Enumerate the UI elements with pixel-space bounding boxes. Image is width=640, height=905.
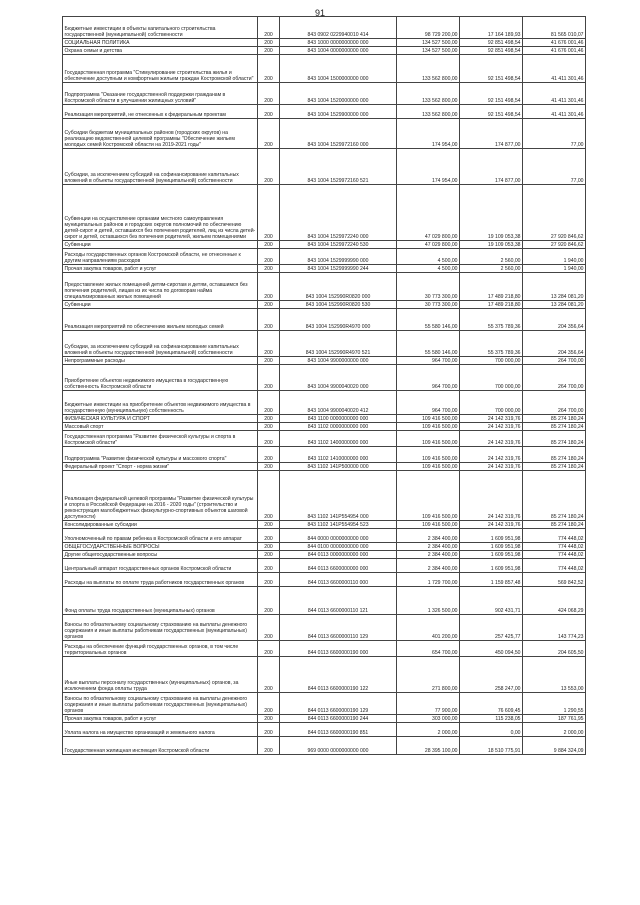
- row-kbk-cell: 843 1004 1520000000 000: [280, 83, 397, 105]
- row-kbk-cell: 843 1004 1529972240 000: [280, 185, 397, 241]
- row-approved-cell: 654 700,00: [397, 641, 460, 657]
- row-name-cell: Расходы на выплаты по оплате труда работников государственных органов: [63, 573, 258, 587]
- row-approved-cell: 109 416 500,00: [397, 415, 460, 423]
- row-executed-cell: 24 142 319,76: [460, 521, 523, 529]
- row-name-cell: Фонд оплаты труда государственных (муниципальных) органов: [63, 587, 258, 615]
- table-row: [63, 273, 586, 301]
- row-code-cell: 200: [258, 301, 280, 309]
- row-executed-cell: 1 609 951,98: [460, 529, 523, 543]
- row-code-cell: 200: [258, 365, 280, 391]
- table-row: [63, 17, 586, 39]
- row-executed-cell: 700 000,00: [460, 391, 523, 415]
- row-executed-cell: 17 489 218,80: [460, 273, 523, 301]
- table-row: [63, 357, 586, 365]
- row-name-cell: Прочая закупка товаров, работ и услуг: [63, 265, 258, 273]
- row-name-cell: Реализация федеральной целевой программы "Развитие физической культуры и спорта в Российской Федерации на 2016 - 2020 годы" (строительство и реконструкция малобюджетных физкультурно-спортивных объектов шаговой доступности): [63, 471, 258, 521]
- row-kbk-cell: 844 0113 0000000000 000: [280, 551, 397, 559]
- row-approved-cell: 47 029 800,00: [397, 241, 460, 249]
- row-remaining-cell: 774 448,02: [523, 543, 586, 551]
- row-approved-cell: 134 527 500,00: [397, 47, 460, 55]
- row-remaining-cell: 85 274 180,24: [523, 521, 586, 529]
- table-row: [63, 529, 586, 543]
- row-kbk-cell: 844 0000 0000000000 000: [280, 529, 397, 543]
- row-name-cell: Бюджетные инвестиции в объекты капитального строительства государственной (муниципальной) собственности: [63, 17, 258, 39]
- row-remaining-cell: 264 700,00: [523, 357, 586, 365]
- row-remaining-cell: 204 356,64: [523, 331, 586, 357]
- row-kbk-cell: 843 1004 9900000000 000: [280, 357, 397, 365]
- row-name-cell: Уплата налога на имущество организаций и земельного налога: [63, 723, 258, 737]
- row-kbk-cell: 843 1004 152990R4970 521: [280, 331, 397, 357]
- row-approved-cell: 271 800,00: [397, 657, 460, 693]
- row-approved-cell: 98 729 200,00: [397, 17, 460, 39]
- row-executed-cell: 1 609 951,98: [460, 551, 523, 559]
- row-approved-cell: 2 384 400,00: [397, 559, 460, 573]
- table-row: [63, 241, 586, 249]
- row-executed-cell: 700 000,00: [460, 357, 523, 365]
- row-name-cell: Государственная программа "Развитие физической культуры и спорта в Костромской области": [63, 431, 258, 447]
- row-kbk-cell: 843 1102 141P554954 000: [280, 471, 397, 521]
- row-remaining-cell: 1 940,00: [523, 249, 586, 265]
- row-kbk-cell: 844 0113 6600000190 244: [280, 715, 397, 723]
- row-executed-cell: 2 560,00: [460, 265, 523, 273]
- row-code-cell: 200: [258, 249, 280, 265]
- table-row: [63, 55, 586, 83]
- row-remaining-cell: 85 274 180,24: [523, 471, 586, 521]
- row-kbk-cell: 843 1004 1529972160 000: [280, 119, 397, 149]
- budget-report-sheet: [62, 16, 585, 876]
- row-executed-cell: 24 142 319,76: [460, 423, 523, 431]
- row-kbk-cell: 843 1004 152990R0820 000: [280, 273, 397, 301]
- row-remaining-cell: 13 284 081,20: [523, 273, 586, 301]
- table-row: [63, 391, 586, 415]
- table-body: [63, 17, 586, 755]
- row-remaining-cell: 27 920 846,62: [523, 185, 586, 241]
- row-executed-cell: 17 164 189,93: [460, 17, 523, 39]
- row-code-cell: 200: [258, 265, 280, 273]
- row-approved-cell: 964 700,00: [397, 357, 460, 365]
- row-approved-cell: 109 416 500,00: [397, 463, 460, 471]
- row-approved-cell: 55 580 146,00: [397, 331, 460, 357]
- row-name-cell: ОБЩЕГОСУДАРСТВЕННЫЕ ВОПРОСЫ: [63, 543, 258, 551]
- table-row: [63, 737, 586, 755]
- table-row: [63, 715, 586, 723]
- row-kbk-cell: 843 1004 1529972240 530: [280, 241, 397, 249]
- row-code-cell: 200: [258, 55, 280, 83]
- row-remaining-cell: 77,00: [523, 119, 586, 149]
- row-kbk-cell: 843 1004 1529999990 000: [280, 249, 397, 265]
- row-code-cell: 200: [258, 447, 280, 463]
- table-row: [63, 463, 586, 471]
- row-remaining-cell: 27 920 846,62: [523, 241, 586, 249]
- row-executed-cell: 24 142 319,76: [460, 447, 523, 463]
- table-row: [63, 521, 586, 529]
- table-row: [63, 365, 586, 391]
- row-kbk-cell: 843 1000 0000000000 000: [280, 39, 397, 47]
- row-name-cell: ФИЗИЧЕСКАЯ КУЛЬТУРА И СПОРТ: [63, 415, 258, 423]
- row-name-cell: Консолидированные субсидии: [63, 521, 258, 529]
- row-remaining-cell: 41 411 301,46: [523, 55, 586, 83]
- row-name-cell: Взносы по обязательному социальному страхованию на выплаты денежного содержания и иные выплаты работникам государственных (муниципальных) органов: [63, 693, 258, 715]
- row-name-cell: СОЦИАЛЬНАЯ ПОЛИТИКА: [63, 39, 258, 47]
- row-kbk-cell: 843 0902 0229940010 414: [280, 17, 397, 39]
- row-executed-cell: 2 560,00: [460, 249, 523, 265]
- row-approved-cell: 2 384 400,00: [397, 551, 460, 559]
- table-row: [63, 149, 586, 185]
- table-row: [63, 559, 586, 573]
- table-row: [63, 423, 586, 431]
- row-code-cell: 200: [258, 615, 280, 641]
- row-remaining-cell: 1 290,55: [523, 693, 586, 715]
- table-row: [63, 573, 586, 587]
- row-executed-cell: 92 151 498,54: [460, 105, 523, 119]
- table-row: [63, 185, 586, 241]
- row-approved-cell: 30 773 300,00: [397, 273, 460, 301]
- table-row: [63, 265, 586, 273]
- row-remaining-cell: 41 411 301,46: [523, 105, 586, 119]
- table-row: [63, 83, 586, 105]
- row-remaining-cell: 187 761,95: [523, 715, 586, 723]
- row-approved-cell: 133 562 800,00: [397, 105, 460, 119]
- row-code-cell: 200: [258, 17, 280, 39]
- row-name-cell: Предоставление жилых помещений детям-сиротам и детям, оставшимся без попечения родителей, лицам из их числа по договорам найма специализированных жилых помещений: [63, 273, 258, 301]
- table-row: [63, 105, 586, 119]
- row-code-cell: 200: [258, 105, 280, 119]
- row-approved-cell: 1 729 700,00: [397, 573, 460, 587]
- row-approved-cell: 109 416 500,00: [397, 521, 460, 529]
- row-executed-cell: 450 094,50: [460, 641, 523, 657]
- row-remaining-cell: 85 274 180,24: [523, 423, 586, 431]
- row-code-cell: 200: [258, 529, 280, 543]
- row-remaining-cell: 41 676 001,46: [523, 39, 586, 47]
- row-executed-cell: 18 510 775,91: [460, 737, 523, 755]
- table-row: [63, 551, 586, 559]
- row-executed-cell: 92 151 498,54: [460, 55, 523, 83]
- row-kbk-cell: 843 1004 1529900000 000: [280, 105, 397, 119]
- row-approved-cell: 30 773 300,00: [397, 301, 460, 309]
- row-code-cell: 200: [258, 119, 280, 149]
- row-executed-cell: 258 247,00: [460, 657, 523, 693]
- row-approved-cell: 401 200,00: [397, 615, 460, 641]
- row-code-cell: 200: [258, 521, 280, 529]
- table-row: [63, 657, 586, 693]
- row-approved-cell: 133 562 800,00: [397, 55, 460, 83]
- row-code-cell: 200: [258, 423, 280, 431]
- row-executed-cell: 24 142 319,76: [460, 431, 523, 447]
- row-kbk-cell: 843 1004 1529972160 521: [280, 149, 397, 185]
- row-executed-cell: 92 151 498,54: [460, 83, 523, 105]
- row-approved-cell: 2 384 400,00: [397, 543, 460, 551]
- row-remaining-cell: 264 700,00: [523, 391, 586, 415]
- table-row: [63, 415, 586, 423]
- row-name-cell: Уполномоченный по правам ребенка в Костромской области и его аппарат: [63, 529, 258, 543]
- row-approved-cell: 109 416 500,00: [397, 447, 460, 463]
- row-code-cell: 200: [258, 273, 280, 301]
- row-executed-cell: 174 877,00: [460, 119, 523, 149]
- row-approved-cell: 2 000,00: [397, 723, 460, 737]
- row-name-cell: Расходы на обеспечение функций государственных органов, в том числе территориальных органов: [63, 641, 258, 657]
- row-name-cell: Охрана семьи и детства: [63, 47, 258, 55]
- table-row: [63, 119, 586, 149]
- row-kbk-cell: 843 1004 0000000000 000: [280, 47, 397, 55]
- row-kbk-cell: 844 0113 6600000000 000: [280, 559, 397, 573]
- row-approved-cell: 4 500,00: [397, 249, 460, 265]
- row-approved-cell: 1 326 500,00: [397, 587, 460, 615]
- row-code-cell: 200: [258, 573, 280, 587]
- row-code-cell: 200: [258, 83, 280, 105]
- row-name-cell: Подпрограмма "Оказание государственной поддержки гражданам в Костромской области в улучшении жилищных условий": [63, 83, 258, 105]
- row-kbk-cell: 844 0113 6600000190 129: [280, 693, 397, 715]
- row-code-cell: 200: [258, 415, 280, 423]
- table-row: [63, 39, 586, 47]
- table-row: [63, 723, 586, 737]
- row-approved-cell: 4 500,00: [397, 265, 460, 273]
- row-code-cell: 200: [258, 543, 280, 551]
- table-row: [63, 641, 586, 657]
- row-name-cell: Субвенции: [63, 241, 258, 249]
- row-kbk-cell: 843 1102 141P500000 000: [280, 463, 397, 471]
- row-code-cell: 200: [258, 737, 280, 755]
- row-approved-cell: 2 384 400,00: [397, 529, 460, 543]
- row-executed-cell: 24 142 319,76: [460, 471, 523, 521]
- row-remaining-cell: 13 553,00: [523, 657, 586, 693]
- row-approved-cell: 964 700,00: [397, 391, 460, 415]
- row-remaining-cell: 2 000,00: [523, 723, 586, 737]
- row-remaining-cell: 85 274 180,24: [523, 447, 586, 463]
- row-remaining-cell: 81 565 010,07: [523, 17, 586, 39]
- row-executed-cell: 19 109 053,38: [460, 241, 523, 249]
- row-remaining-cell: 85 274 180,24: [523, 463, 586, 471]
- row-approved-cell: 47 029 800,00: [397, 185, 460, 241]
- row-executed-cell: 0,00: [460, 723, 523, 737]
- row-kbk-cell: 969 0000 0000000000 000: [280, 737, 397, 755]
- table-row: [63, 471, 586, 521]
- row-approved-cell: 77 900,00: [397, 693, 460, 715]
- row-name-cell: Центральный аппарат государственных органов Костромской области: [63, 559, 258, 573]
- row-remaining-cell: 569 842,52: [523, 573, 586, 587]
- table-row: [63, 587, 586, 615]
- row-name-cell: Государственная жилищная инспекция Костромской области: [63, 737, 258, 755]
- row-approved-cell: 174 954,00: [397, 149, 460, 185]
- row-approved-cell: 174 954,00: [397, 119, 460, 149]
- row-executed-cell: 19 109 053,38: [460, 185, 523, 241]
- row-executed-cell: 1 609 951,98: [460, 543, 523, 551]
- table-row: [63, 431, 586, 447]
- row-code-cell: 200: [258, 657, 280, 693]
- row-name-cell: Прочая закупка товаров, работ и услуг: [63, 715, 258, 723]
- row-executed-cell: 1 609 951,98: [460, 559, 523, 573]
- row-name-cell: Другие общегосударственные вопросы: [63, 551, 258, 559]
- row-remaining-cell: 424 068,29: [523, 587, 586, 615]
- row-approved-cell: 109 416 500,00: [397, 431, 460, 447]
- row-executed-cell: 700 000,00: [460, 365, 523, 391]
- row-kbk-cell: 844 0113 6600000190 122: [280, 657, 397, 693]
- row-name-cell: Иные выплаты персоналу государственных (муниципальных) органов, за исключением фонда оплаты труда: [63, 657, 258, 693]
- row-approved-cell: 964 700,00: [397, 365, 460, 391]
- row-executed-cell: 902 431,71: [460, 587, 523, 615]
- budget-execution-table: [62, 16, 586, 755]
- row-name-cell: Бюджетные инвестиции на приобретение объектов недвижимого имущества в государственную (муниципальную) собственность: [63, 391, 258, 415]
- row-name-cell: Реализация мероприятий, не отнесенных к федеральным проектам: [63, 105, 258, 119]
- row-remaining-cell: 85 274 180,24: [523, 415, 586, 423]
- row-kbk-cell: 843 1102 141P554954 523: [280, 521, 397, 529]
- table-row: [63, 615, 586, 641]
- row-remaining-cell: 264 700,00: [523, 365, 586, 391]
- row-approved-cell: 55 580 146,00: [397, 309, 460, 331]
- row-approved-cell: 133 562 800,00: [397, 83, 460, 105]
- row-executed-cell: 257 425,77: [460, 615, 523, 641]
- row-code-cell: 200: [258, 391, 280, 415]
- row-name-cell: Федеральный проект "Спорт - норма жизни": [63, 463, 258, 471]
- table-row: [63, 301, 586, 309]
- row-remaining-cell: 774 448,02: [523, 559, 586, 573]
- row-executed-cell: 92 851 498,54: [460, 47, 523, 55]
- row-executed-cell: 1 159 857,48: [460, 573, 523, 587]
- table-row: [63, 331, 586, 357]
- row-code-cell: 200: [258, 641, 280, 657]
- row-kbk-cell: 843 1102 1400000000 000: [280, 431, 397, 447]
- row-executed-cell: 17 489 218,80: [460, 301, 523, 309]
- row-executed-cell: 115 238,05: [460, 715, 523, 723]
- row-kbk-cell: 844 0113 6600000110 000: [280, 573, 397, 587]
- row-remaining-cell: 41 411 301,46: [523, 83, 586, 105]
- row-code-cell: 200: [258, 185, 280, 241]
- row-name-cell: Массовый спорт: [63, 423, 258, 431]
- row-approved-cell: 109 416 500,00: [397, 423, 460, 431]
- row-remaining-cell: 143 774,23: [523, 615, 586, 641]
- row-kbk-cell: 843 1004 9900040020 000: [280, 365, 397, 391]
- row-remaining-cell: 13 284 081,20: [523, 301, 586, 309]
- row-code-cell: 200: [258, 587, 280, 615]
- row-approved-cell: 28 395 100,00: [397, 737, 460, 755]
- row-code-cell: 200: [258, 693, 280, 715]
- row-kbk-cell: 844 0113 6600000190 000: [280, 641, 397, 657]
- row-remaining-cell: 41 676 001,46: [523, 47, 586, 55]
- row-kbk-cell: 843 1004 1500000000 000: [280, 55, 397, 83]
- row-executed-cell: 24 142 319,76: [460, 415, 523, 423]
- row-code-cell: 200: [258, 47, 280, 55]
- table-row: [63, 693, 586, 715]
- row-code-cell: 200: [258, 463, 280, 471]
- row-name-cell: Субвенции на осуществление органами местного самоуправления муниципальных районов и городских округов полномочий по обеспечению детей-сирот и детей, оставшихся без попечения родителей, лиц из числа детей-сирот и детей, оставшихся без попечения родителей, жильем помещениями: [63, 185, 258, 241]
- row-remaining-cell: 774 448,02: [523, 529, 586, 543]
- table-row: [63, 47, 586, 55]
- row-kbk-cell: 843 1004 9900040020 412: [280, 391, 397, 415]
- row-code-cell: 200: [258, 715, 280, 723]
- row-kbk-cell: 843 1004 152990R0820 530: [280, 301, 397, 309]
- row-remaining-cell: 774 448,02: [523, 551, 586, 559]
- row-kbk-cell: 844 0100 0000000000 000: [280, 543, 397, 551]
- row-remaining-cell: 85 274 180,24: [523, 431, 586, 447]
- row-executed-cell: 55 375 789,36: [460, 331, 523, 357]
- row-remaining-cell: 1 940,00: [523, 265, 586, 273]
- row-executed-cell: 174 877,00: [460, 149, 523, 185]
- row-remaining-cell: 204 356,64: [523, 309, 586, 331]
- row-executed-cell: 76 609,45: [460, 693, 523, 715]
- table-row: [63, 543, 586, 551]
- row-approved-cell: 134 527 500,00: [397, 39, 460, 47]
- row-name-cell: Подпрограмма "Развитие физической культуры и массового спорта": [63, 447, 258, 463]
- row-approved-cell: 303 000,00: [397, 715, 460, 723]
- row-kbk-cell: 843 1004 1529999990 244: [280, 265, 397, 273]
- row-name-cell: Реализация мероприятий по обеспечению жильем молодых семей: [63, 309, 258, 331]
- row-kbk-cell: 844 0113 6600000110 121: [280, 587, 397, 615]
- page-number: 91: [314, 8, 325, 18]
- row-name-cell: Взносы по обязательному социальному страхованию на выплаты денежного содержания и иные выплаты работникам государственных (муниципальных) органов: [63, 615, 258, 641]
- row-name-cell: Государственная программа "Стимулирование строительства жилья и обеспечение доступным и комфортным жильем граждан Костромской области": [63, 55, 258, 83]
- row-remaining-cell: 204 605,50: [523, 641, 586, 657]
- row-code-cell: 200: [258, 309, 280, 331]
- row-code-cell: 200: [258, 431, 280, 447]
- row-name-cell: Субсидии, за исключением субсидий на софинансирование капитальных вложений в объекты государственной (муниципальной) собственности: [63, 331, 258, 357]
- row-kbk-cell: 843 1004 152990R4970 000: [280, 309, 397, 331]
- row-kbk-cell: 844 0113 6600000190 851: [280, 723, 397, 737]
- row-code-cell: 200: [258, 471, 280, 521]
- row-kbk-cell: 844 0113 6600000110 129: [280, 615, 397, 641]
- table-row: [63, 447, 586, 463]
- row-kbk-cell: 843 1102 1410000000 000: [280, 447, 397, 463]
- row-name-cell: Субсидии бюджетам муниципальных районов (городских округов) на реализацию ведомственной целевой программы "Обеспечение жильем молодых семей Костромской области на 2019-2021 годы": [63, 119, 258, 149]
- row-code-cell: 200: [258, 149, 280, 185]
- row-remaining-cell: 9 884 324,09: [523, 737, 586, 755]
- row-executed-cell: 55 375 789,36: [460, 309, 523, 331]
- row-code-cell: 200: [258, 723, 280, 737]
- row-executed-cell: 92 851 498,54: [460, 39, 523, 47]
- row-code-cell: 200: [258, 559, 280, 573]
- table-row: [63, 249, 586, 265]
- row-code-cell: 200: [258, 331, 280, 357]
- row-executed-cell: 24 142 319,76: [460, 463, 523, 471]
- row-code-cell: 200: [258, 241, 280, 249]
- table-row: [63, 309, 586, 331]
- row-code-cell: 200: [258, 39, 280, 47]
- row-kbk-cell: 843 1100 0000000000 000: [280, 415, 397, 423]
- row-approved-cell: 109 416 500,00: [397, 471, 460, 521]
- row-code-cell: 200: [258, 357, 280, 365]
- row-name-cell: Приобретение объектов недвижимого имущества в государственную собственность Костромской области: [63, 365, 258, 391]
- row-name-cell: Непрограммные расходы: [63, 357, 258, 365]
- row-name-cell: Субвенции: [63, 301, 258, 309]
- row-remaining-cell: 77,00: [523, 149, 586, 185]
- row-code-cell: 200: [258, 551, 280, 559]
- row-name-cell: Расходы государственных органов Костромской области, не отнесенные к другим направлениям расходов: [63, 249, 258, 265]
- row-kbk-cell: 843 1102 0000000000 000: [280, 423, 397, 431]
- row-name-cell: Субсидии, за исключением субсидий на софинансирование капитальных вложений в объекты государственной (муниципальной) собственности: [63, 149, 258, 185]
